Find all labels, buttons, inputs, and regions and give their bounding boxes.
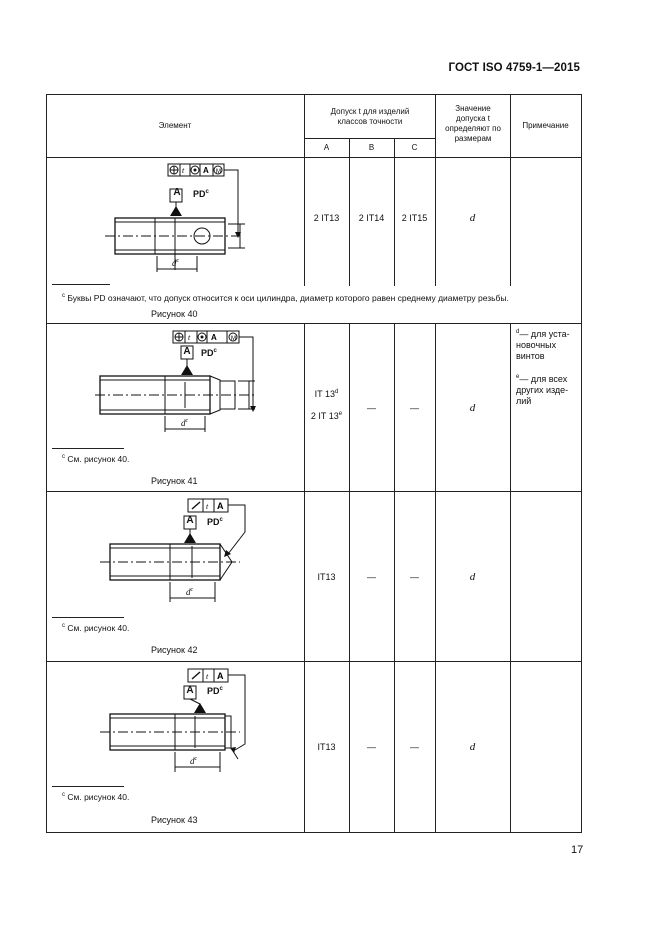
footnote-rule (52, 284, 110, 285)
figure-40-drawing (100, 160, 300, 280)
row4-class-b: — (367, 742, 376, 752)
row4-pd-label: $PD^c$ (207, 686, 223, 696)
row1-datum-label: A (173, 187, 181, 198)
class-a-header: A (323, 143, 330, 152)
svg-text:A: A (203, 166, 209, 175)
svg-text:M: M (216, 169, 221, 175)
row3-class-c: — (410, 572, 419, 582)
row4-footnote: $^c$ См. рисунок 40. (62, 792, 130, 802)
row1-class-b: 2 IT14 (358, 213, 385, 223)
row2-dim-label: $d^c$ (181, 418, 189, 428)
svg-text:t: t (206, 502, 209, 511)
svg-text:t: t (206, 672, 209, 681)
page-number: 17 (571, 844, 584, 856)
row2-footnote: $^c$ См. рисунок 40. (62, 454, 130, 464)
svg-text:t: t (188, 333, 191, 342)
col-element-header: Элемент (158, 121, 192, 130)
row3-value: d (469, 571, 476, 583)
row4-datum-label: A (186, 685, 194, 696)
col-tolerance-header: Допуск t для изделий классов точности (330, 107, 410, 126)
row1-pd-label: $PD^c$ (193, 189, 209, 199)
class-c-header: C (411, 143, 418, 152)
row2-datum-label: A (183, 346, 191, 357)
row3-class-b: — (367, 572, 376, 582)
row3-class-a: IT13 (317, 572, 336, 582)
col-note-header: Примечание (522, 121, 569, 130)
svg-text:t: t (182, 166, 185, 175)
class-b-header: B (368, 143, 375, 152)
row4-value: d (469, 741, 476, 753)
row1-class-a: 2 IT13 (313, 213, 340, 223)
figure-43-drawing (100, 664, 300, 779)
row4-class-c: — (410, 742, 419, 752)
row1-dim-label: $d^c$ (172, 258, 180, 268)
row2-value: d (469, 402, 476, 414)
row2-class-a-1: IT 13$^d$ (314, 389, 339, 399)
row4-class-a: IT13 (317, 742, 336, 752)
row3-dim-label: $d^c$ (186, 587, 194, 597)
row2-note-1: $^d$— для уста-новочных винтов (516, 329, 570, 361)
svg-text:A: A (217, 671, 224, 681)
figure-43-caption: Рисунок 43 (151, 815, 198, 825)
row2-class-b: — (367, 403, 376, 413)
row1-class-c: 2 IT15 (401, 213, 428, 223)
figure-41-caption: Рисунок 41 (151, 476, 198, 486)
footnote-40: $^c$ Буквы PD означают, что допуск относится к оси цилиндра, диаметр которого равен среднему диаметру резьбы. (62, 293, 509, 303)
footnote-rule (52, 786, 124, 787)
footnote-rule (52, 448, 124, 449)
figure-41-drawing (95, 326, 295, 436)
col-value-header: Значение допуска t определяют по размерам (445, 104, 501, 143)
row3-footnote: $^c$ См. рисунок 40. (62, 623, 130, 633)
row4-dim-label: $d^c$ (190, 756, 198, 766)
figure-42-caption: Рисунок 42 (151, 645, 198, 655)
svg-text:M: M (231, 336, 236, 342)
row3-pd-label: $PD^c$ (207, 517, 223, 527)
row2-pd-label: $PD^c$ (201, 348, 217, 358)
figure-40-caption: Рисунок 40 (151, 309, 198, 319)
row2-class-c: — (410, 403, 419, 413)
row3-datum-label: A (186, 515, 194, 526)
document-id: ГОСТ ISO 4759-1—2015 (448, 62, 580, 74)
row2-class-a-2: 2 IT 13e (310, 411, 343, 421)
row2-note-2: $^e$— для всех других изде-лий (516, 374, 569, 406)
figure-42-drawing (100, 494, 300, 609)
svg-text:A: A (217, 501, 224, 511)
footnote-rule (52, 617, 124, 618)
row1-value: d (469, 212, 476, 224)
svg-text:A: A (211, 333, 217, 342)
